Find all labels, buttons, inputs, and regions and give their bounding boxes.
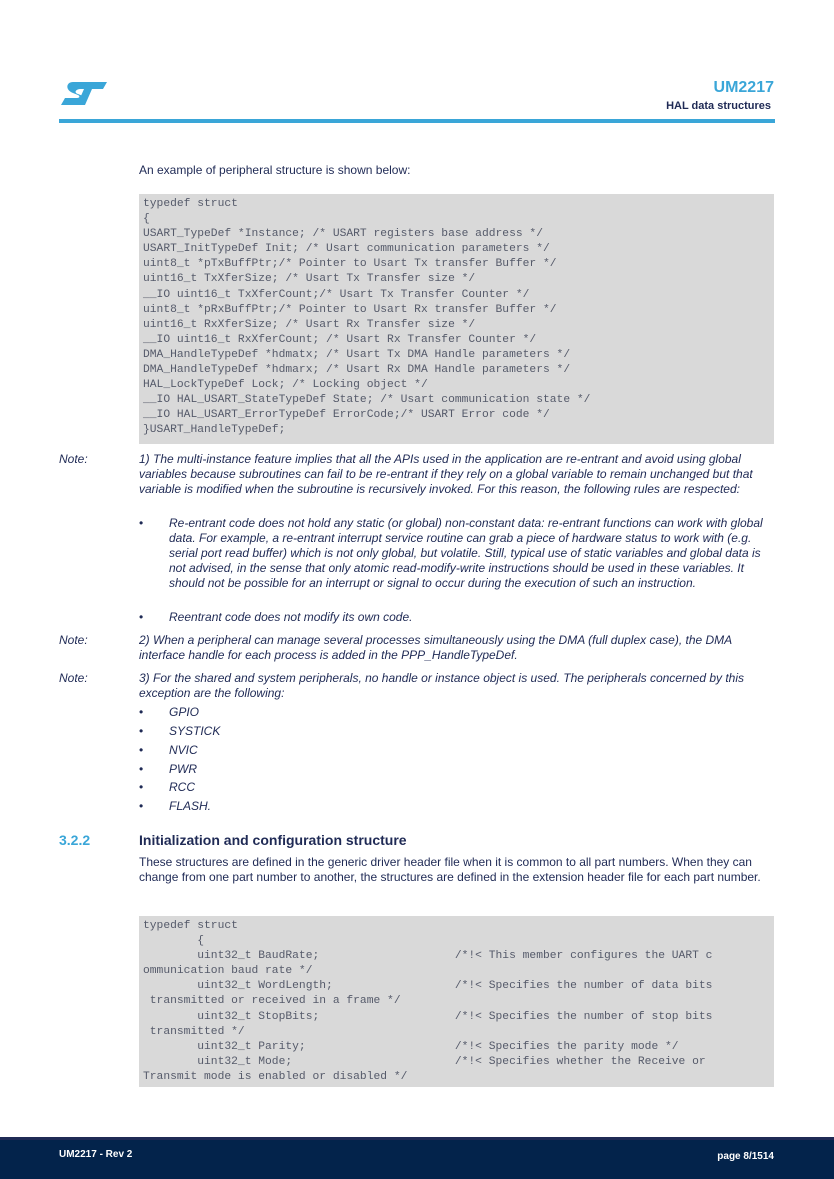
peripheral-item: SYSTICK bbox=[169, 724, 221, 738]
section-title: Initialization and configuration structure bbox=[139, 832, 407, 848]
peripheral-item: NVIC bbox=[169, 743, 198, 757]
peripheral-item: PWR bbox=[169, 762, 197, 776]
peripheral-item: GPIO bbox=[169, 705, 200, 719]
section-number: 3.2.2 bbox=[59, 832, 91, 848]
note-3-text: 3) For the shared and system peripherals, no handle or instance object is used. The peripherals concerned by this exception are the following: bbox=[139, 671, 745, 700]
intro-text: An example of peripheral structure is shown below: bbox=[139, 163, 411, 177]
bullet-marker: • bbox=[139, 516, 144, 530]
note-label: Note: bbox=[59, 452, 88, 466]
code-block-init-struct: typedef struct { uint32_t BaudRate; /*!< This member configures the UART c ommunication baud rate */ uint32_t WordLength; /*!< Specifies the number of data bits transmitted or received in a frame */ uint32_t StopBits; /*!< Specifies the number of stop bits transmitted */ uint32_t Parity; /*!< Specifies the parity mode */ uint32_t Mode; /*!< Specifies whether the Receive or Transmit mode is enabled or disabled */ bbox=[139, 916, 774, 1087]
note-label: Note: bbox=[59, 671, 88, 685]
note-label: Note: bbox=[59, 633, 88, 647]
code-block-usart-handle: typedef struct { USART_TypeDef *Instance; /* USART registers base address */ USART_InitTypeDef Init; /* Usart communication parameters */ uint8_t *pTxBuffPtr;/* Pointer to Usart Tx transfer Buffer */ uint16_t TxXferSize; /* Usart Tx Transfer size */ __IO uint16_t TxXferCount;/* Usart Tx Transfer Counter */ uint8_t *pRxBuffPtr;/* Pointer to Usart Rx transfer Buffer */ uint16_t RxXferSize; /* Usart Rx Transfer size */ __IO uint16_t RxXferCount; /* Usart Rx Transfer Counter */ DMA_HandleTypeDef *hdmatx; /* Usart Tx DMA Handle parameters */ DMA_HandleTypeDef *hdmarx; /* Usart Rx DMA Handle parameters */ HAL_LockTypeDef Lock; /* Locking object */ __IO HAL_USART_StateTypeDef State; /* Usart communication state */ __IO HAL_USART_ErrorTypeDef ErrorCode;/* USART Error code */ }USART_HandleTypeDef; bbox=[139, 194, 774, 444]
footer-document-revision: UM2217 - Rev 2 bbox=[59, 1149, 133, 1160]
bullet-marker: • bbox=[139, 762, 144, 776]
peripheral-item: FLASH. bbox=[169, 799, 212, 813]
document-id: UM2217 bbox=[713, 79, 774, 96]
note-1-text: 1) The multi-instance feature implies that all the APIs used in the application are re-entrant and avoid using global variables because subroutines can fail to be re-entrant if they rely on a global variable to remain unchanged but that variable is modified when the subroutine is recursively invoked. For this reason, the following rules are respected: bbox=[139, 452, 753, 496]
header-section-title: HAL data structures bbox=[666, 100, 771, 112]
bullet-marker: • bbox=[139, 743, 144, 757]
header-divider bbox=[59, 119, 775, 123]
note-1-bullet: Reentrant code does not modify its own code. bbox=[169, 610, 413, 624]
bullet-marker: • bbox=[139, 799, 144, 813]
note-2-text: 2) When a peripheral can manage several processes simultaneously using the DMA (full duplex case), the DMA interface handle for each process is added in the PPP_HandleTypeDef. bbox=[139, 633, 732, 662]
peripheral-item: RCC bbox=[169, 780, 195, 794]
bullet-marker: • bbox=[139, 780, 144, 794]
bullet-marker: • bbox=[139, 705, 144, 719]
st-logo-icon bbox=[59, 78, 109, 108]
section-body: These structures are defined in the generic driver header file when it is common to all part numbers. When they can change from one part number to another, the structures are defined in the extension header file for each part number. bbox=[139, 855, 761, 884]
bullet-marker: • bbox=[139, 724, 144, 738]
bullet-marker: • bbox=[139, 610, 144, 624]
note-1-bullet: Re-entrant code does not hold any static (or global) non-constant data: re-entrant functions can work with global data. For example, a re-entrant interrupt service routine can grab a piece of hardware status to work with (e.g. serial port read buffer) which is not only global, but volatile. Still, typical use of static variables and global data is not advised, in the sense that only atomic read-modify-write instructions should be used in these variables. It should not be possible for an interrupt or signal to occur during the execution of such an instruction. bbox=[169, 516, 763, 590]
footer-page-number: page 8/1514 bbox=[717, 1151, 774, 1162]
